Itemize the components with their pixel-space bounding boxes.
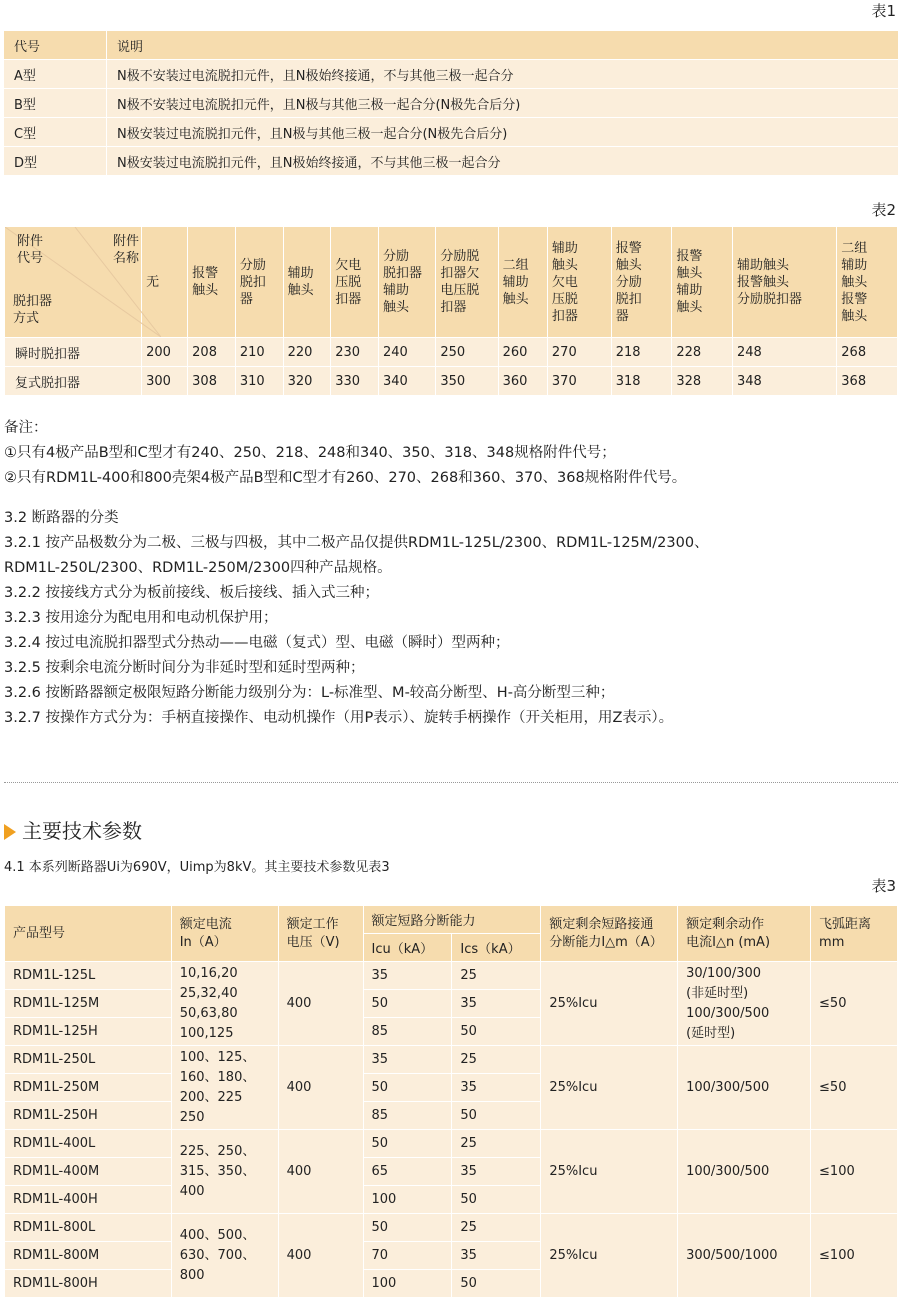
table3-header-residual_break: 额定剩余短路接通 分断能力I△m（A） (541, 906, 678, 962)
table2-header-cell: 辅助 触头 欠电 压脱 扣器 (547, 227, 611, 338)
table2-value-cell: 320 (283, 367, 331, 396)
table3-row (5, 962, 898, 990)
table1-cell-desc: N极不安装过电流脱扣元件，且N极始终接通，不与其他三极一起合分 (107, 60, 899, 89)
table1 (4, 31, 898, 176)
table2-value-cell: 250 (436, 338, 498, 367)
table2-value-cell: 310 (235, 367, 283, 396)
table2-row (5, 367, 898, 396)
table3-ics: 50 (452, 1018, 541, 1046)
table2-header-cell: 辅助触头 报警触头 分励脱扣器 (733, 227, 837, 338)
table3-current: 225、250、 315、350、 400 (171, 1130, 278, 1214)
table2-header-cell: 分励 脱扣器 辅助 触头 (378, 227, 435, 338)
table2-value-cell: 228 (672, 338, 733, 367)
table2-header-cell: 报警 触头 (188, 227, 236, 338)
table3-icu: 35 (363, 962, 452, 990)
table3-model: RDM1L-250M (5, 1074, 172, 1102)
table3-header-row (5, 906, 898, 934)
table1-header-desc: 说明 (107, 31, 899, 60)
table3-voltage: 400 (278, 1130, 363, 1214)
table2-header-cell: 无 (142, 227, 188, 338)
table3-model: RDM1L-125M (5, 990, 172, 1018)
table2-value-cell: 260 (498, 338, 547, 367)
section-title: 主要技术参数 (22, 819, 142, 843)
note-2: ②只有RDM1L-400和800壳架4极产品B型和C型才有260、270、268和360、370、368规格附件代号。 (4, 470, 687, 486)
table1-cell-code: A型 (4, 60, 107, 89)
table3-row (5, 1214, 898, 1242)
table3-icu: 85 (363, 1018, 452, 1046)
classification-item: 3.2.1 按产品极数分为二极、三极与四极，其中二极产品仅提供RDM1L-125L/2300、RDM1L-125M/2300、 (4, 535, 709, 551)
table3-header-current: 额定电流 In（A） (171, 906, 278, 962)
table3-icu: 100 (363, 1270, 452, 1298)
table3-icu: 85 (363, 1102, 452, 1130)
table3-row (5, 1130, 898, 1158)
table3-arc: ≤50 (811, 962, 898, 1046)
table3-residual-current: 30/100/300 (非延时型) 100/300/500 (延时型) (678, 962, 811, 1046)
table2-value-cell: 268 (837, 338, 898, 367)
table3-ics: 35 (452, 990, 541, 1018)
classification-title: 3.2 断路器的分类 (4, 510, 119, 526)
table3-ics: 25 (452, 1130, 541, 1158)
table1-cell-code: B型 (4, 89, 107, 118)
table1-cell-desc: N极不安装过电流脱扣元件，且N极与其他三极一起合分(N极先合后分) (107, 89, 899, 118)
table1-row (4, 60, 898, 89)
table3-icu: 50 (363, 990, 452, 1018)
table3-residual-current: 100/300/500 (678, 1130, 811, 1214)
table3-arc: ≤100 (811, 1130, 898, 1214)
table3-voltage: 400 (278, 1214, 363, 1298)
table3-row (5, 1046, 898, 1074)
table2-header-cell: 欠电 压脱 扣器 (331, 227, 379, 338)
classification-item: 3.2.2 按接线方式分为板前接线、板后接线、插入式三种； (4, 585, 380, 601)
classification-item: 3.2.4 按过电流脱扣器型式分热动——电磁（复式）型、电磁（瞬时）型两种； (4, 635, 510, 651)
table3-residual-break: 25%Icu (541, 962, 678, 1046)
table1-header-row (4, 31, 898, 60)
table2-value-cell: 220 (283, 338, 331, 367)
table3-current: 100、125、 160、180、 200、225 250 (171, 1046, 278, 1130)
table2-value-cell: 368 (837, 367, 898, 396)
table3-ics: 35 (452, 1242, 541, 1270)
table3-icu: 50 (363, 1214, 452, 1242)
table1-cell-code: C型 (4, 118, 107, 147)
table1-row (4, 89, 898, 118)
section-intro: 4.1 本系列断路器Ui为690V，Uimp为8kV。其主要技术参数见表3 (4, 860, 390, 875)
table3-header-voltage: 额定工作 电压（V) (278, 906, 363, 962)
table3-model: RDM1L-250L (5, 1046, 172, 1074)
section-heading (4, 815, 142, 844)
table3-ics: 50 (452, 1270, 541, 1298)
table3-ics: 35 (452, 1074, 541, 1102)
table3-header-residual_current: 额定剩余动作 电流I△n (mA) (678, 906, 811, 962)
table2-value-cell: 210 (235, 338, 283, 367)
classification-item: RDM1L-250L/2300、RDM1L-250M/2300四种产品规格。 (4, 560, 392, 576)
table2-corner-cell (5, 227, 142, 338)
table3-ics: 25 (452, 1046, 541, 1074)
table3-ics: 50 (452, 1102, 541, 1130)
table1-cell-code: D型 (4, 147, 107, 176)
table2-header-cell: 报警 触头 分励 脱扣 器 (611, 227, 672, 338)
table3-voltage: 400 (278, 1046, 363, 1130)
table2-value-cell: 370 (547, 367, 611, 396)
table2-header-cell: 二组 辅助 触头 报警 触头 (837, 227, 898, 338)
table3-model: RDM1L-800H (5, 1270, 172, 1298)
table3-model: RDM1L-400H (5, 1186, 172, 1214)
table3-ics: 35 (452, 1158, 541, 1186)
table1-header-code: 代号 (4, 31, 107, 60)
table3-header-ics: Ics（kA） (452, 934, 541, 962)
classification-item: 3.2.5 按剩余电流分断时间分为非延时型和延时型两种； (4, 660, 365, 676)
corner-attachment-code: 附件 代号 (17, 234, 44, 266)
table3-ics: 25 (452, 1214, 541, 1242)
classification-item: 3.2.6 按断路器额定极限短路分断能力级别分为：L-标准型、M-较高分断型、H-高分断型三种； (4, 685, 615, 701)
table2-value-cell: 300 (142, 367, 188, 396)
table3-icu: 100 (363, 1186, 452, 1214)
table3-ics: 50 (452, 1186, 541, 1214)
table2-row (5, 338, 898, 367)
table1-label: 表1 (871, 2, 896, 20)
corner-release-type: 脱扣器 方式 (13, 294, 53, 326)
table2-label: 表2 (871, 201, 896, 219)
table2-value-cell: 330 (331, 367, 379, 396)
table2-value-cell: 308 (188, 367, 236, 396)
note-1: ①只有4极产品B型和C型才有240、250、218、248和340、350、318、348规格附件代号； (4, 445, 616, 461)
table1-row (4, 118, 898, 147)
table1-row (4, 147, 898, 176)
table3-current: 10,16,20 25,32,40 50,63,80 100,125 (171, 962, 278, 1046)
table3-header-arc: 飞弧距离 mm (811, 906, 898, 962)
corner-attachment-name: 附件 名称 (113, 234, 140, 266)
table3-residual-current: 300/500/1000 (678, 1214, 811, 1298)
table3-icu: 65 (363, 1158, 452, 1186)
table3-residual-break: 25%Icu (541, 1046, 678, 1130)
table2-value-cell: 340 (378, 367, 435, 396)
classification-item: 3.2.7 按操作方式分为：手柄直接操作、电动机操作（用P表示）、旋转手柄操作（开关柜用，用Z表示）。 (4, 710, 674, 726)
table3-label: 表3 (871, 877, 896, 895)
table3-model: RDM1L-800L (5, 1214, 172, 1242)
triangle-bullet-icon (4, 824, 16, 840)
table3-model: RDM1L-400M (5, 1158, 172, 1186)
table2-header-cell: 分励 脱扣 器 (235, 227, 283, 338)
table2-header-cell: 报警 触头 辅助 触头 (672, 227, 733, 338)
table3-model: RDM1L-125H (5, 1018, 172, 1046)
table3-arc: ≤50 (811, 1046, 898, 1130)
table2-value-cell: 270 (547, 338, 611, 367)
table3 (4, 905, 898, 1298)
table3-model: RDM1L-250H (5, 1102, 172, 1130)
table2-header-cell: 辅助 触头 (283, 227, 331, 338)
table2-value-cell: 360 (498, 367, 547, 396)
table3-residual-current: 100/300/500 (678, 1046, 811, 1130)
table3-model: RDM1L-800M (5, 1242, 172, 1270)
table2-value-cell: 240 (378, 338, 435, 367)
table3-model: RDM1L-125L (5, 962, 172, 990)
table3-ics: 25 (452, 962, 541, 990)
table2-value-cell: 328 (672, 367, 733, 396)
table3-header-model: 产品型号 (5, 906, 172, 962)
dotted-divider (4, 782, 898, 783)
table2-row-name: 瞬时脱扣器 (5, 338, 142, 367)
table3-arc: ≤100 (811, 1214, 898, 1298)
table3-residual-break: 25%Icu (541, 1214, 678, 1298)
table1-cell-desc: N极安装过电流脱扣元件，且N极与其他三极一起合分(N极先合后分) (107, 118, 899, 147)
table3-header-icu: Icu（kA） (363, 934, 452, 962)
classification-item: 3.2.3 按用途分为配电用和电动机保护用； (4, 610, 278, 626)
table3-current: 400、500、 630、700、 800 (171, 1214, 278, 1298)
table3-icu: 35 (363, 1046, 452, 1074)
table3-voltage: 400 (278, 962, 363, 1046)
table3-model: RDM1L-400L (5, 1130, 172, 1158)
table3-residual-break: 25%Icu (541, 1130, 678, 1214)
table1-cell-desc: N极安装过电流脱扣元件，且N极始终接通，不与其他三极一起合分 (107, 147, 899, 176)
table2 (4, 226, 898, 396)
table3-icu: 50 (363, 1074, 452, 1102)
table2-value-cell: 200 (142, 338, 188, 367)
table2-value-cell: 208 (188, 338, 236, 367)
notes-title: 备注： (4, 420, 48, 436)
table2-value-cell: 248 (733, 338, 837, 367)
table2-value-cell: 318 (611, 367, 672, 396)
table2-row-name: 复式脱扣器 (5, 367, 142, 396)
table2-value-cell: 348 (733, 367, 837, 396)
table2-value-cell: 230 (331, 338, 379, 367)
table2-value-cell: 350 (436, 367, 498, 396)
table2-header-cell: 分励脱 扣器欠 电压脱 扣器 (436, 227, 498, 338)
table3-header-breaking: 额定短路分断能力 (363, 906, 541, 934)
table2-value-cell: 218 (611, 338, 672, 367)
table3-icu: 70 (363, 1242, 452, 1270)
table3-icu: 50 (363, 1130, 452, 1158)
table2-header-cell: 二组 辅助 触头 (498, 227, 547, 338)
